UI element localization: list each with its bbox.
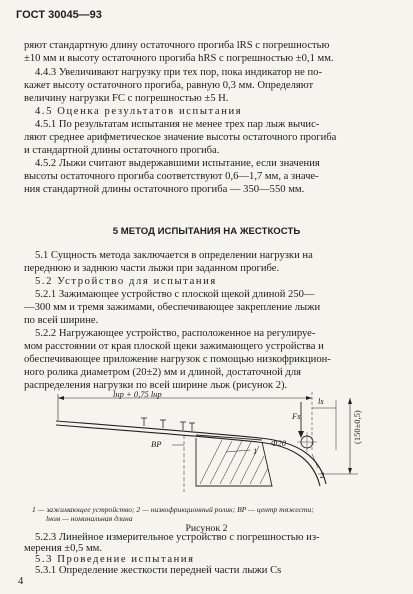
centre-of-gravity-label: BP: [151, 439, 162, 449]
text-line: 5.3.1 Определение жесткости передней части лыжи Cs: [35, 565, 282, 576]
dimension-label-length: lнр + 0,75 lнр: [113, 389, 162, 399]
height-dimension-label: (150±0,5): [352, 410, 362, 444]
text-line: 4.5.1 По результатам испытания не менее трех пар лыж вычис-: [35, 119, 320, 130]
callout-1: 1: [253, 446, 258, 456]
figure-caption-legend: 1 — зажимающее устройство; 2 — низкофрикционный ролик; BP — центр тяжести;: [32, 505, 314, 514]
figure-title: Рисунок 2: [185, 523, 228, 534]
text-line: 5.2.3 Линейное измерительное устройство с погрешностью из-: [35, 532, 320, 543]
force-label-fs: Fs: [292, 411, 301, 421]
page-header: ГОСТ 30045—93: [16, 9, 102, 21]
text-line: мом расстоянии от края плоской щеки зажимающего устройства и: [24, 341, 324, 352]
text-line: и стандартной длины остаточного прогиба.: [24, 145, 220, 156]
text-line: величину нагрузки FC с погрешностью ±5 Н.: [24, 93, 229, 104]
text-line: 4.4.3 Увеличивают нагрузку при тех пор, пока индикатор не по-: [35, 67, 322, 78]
text-line: —300 мм и тремя зажимами, обеспечивающее закрепление лыжи: [24, 302, 321, 313]
text-line: обеспечивающее приложение нагрузок с помощью низкофрикцион-: [24, 354, 331, 365]
text-line: 5.2.1 Зажимающее устройство с плоской щекой длиной 250—: [35, 289, 315, 300]
text-line: ляют среднее арифметическое значение высоты остаточного прогиба: [24, 132, 337, 143]
text-line: переднюю и заднюю части лыжи при заданном прогибе.: [24, 263, 280, 274]
section-heading: 5 МЕТОД ИСПЫТАНИЯ НА ЖЕСТКОСТЬ: [112, 226, 301, 237]
text-line: высоты остаточного прогиба соответствуют 0,6—1,7 мм, а значе-: [24, 171, 319, 182]
text-line: ±10 мм и высоту остаточного прогиба hRS с погрешностью ±0,1 мм.: [24, 53, 334, 64]
subsection-heading: 5.3 Проведение испытания: [35, 554, 195, 565]
text-line: ряют стандартную длину остаточного прогиба lRS с погрешностью: [24, 40, 330, 51]
dimension-label-ls: ls: [318, 396, 324, 406]
roller-diameter-label: Φ20: [271, 438, 286, 448]
text-line: мерения ±0,5 мм.: [24, 543, 103, 554]
text-line: 5.2.2 Нагружающее устройство, расположенное на регулируе-: [35, 328, 316, 339]
text-line: кажет высоту остаточного прогиба, равную 0,3 мм. Определяют: [24, 80, 314, 91]
text-line: распределения нагрузки по всей ширине лыж (рисунок 2).: [24, 380, 288, 391]
figure-caption-legend: lном — номинальная длина: [46, 514, 133, 523]
callout-2: 2: [320, 470, 325, 480]
page-number: 4: [18, 576, 24, 587]
text-line: ного ролика диаметром (20±2) мм и длиной, достаточной для: [24, 367, 301, 378]
text-line: 5.1 Сущность метода заключается в определении нагрузки на: [35, 250, 313, 261]
text-line: ния стандартной длины остаточного прогиба — 350—550 мм.: [24, 184, 305, 195]
text-line: 4.5.2 Лыжи считают выдержавшими испытание, если значения: [35, 158, 320, 169]
text-line: по всей ширине.: [24, 315, 99, 326]
figure-2-drawing: [0, 388, 413, 510]
subsection-heading: 5.2 Устройство для испытания: [35, 276, 217, 287]
subsection-heading: 4.5 Оценка результатов испытания: [35, 106, 243, 117]
